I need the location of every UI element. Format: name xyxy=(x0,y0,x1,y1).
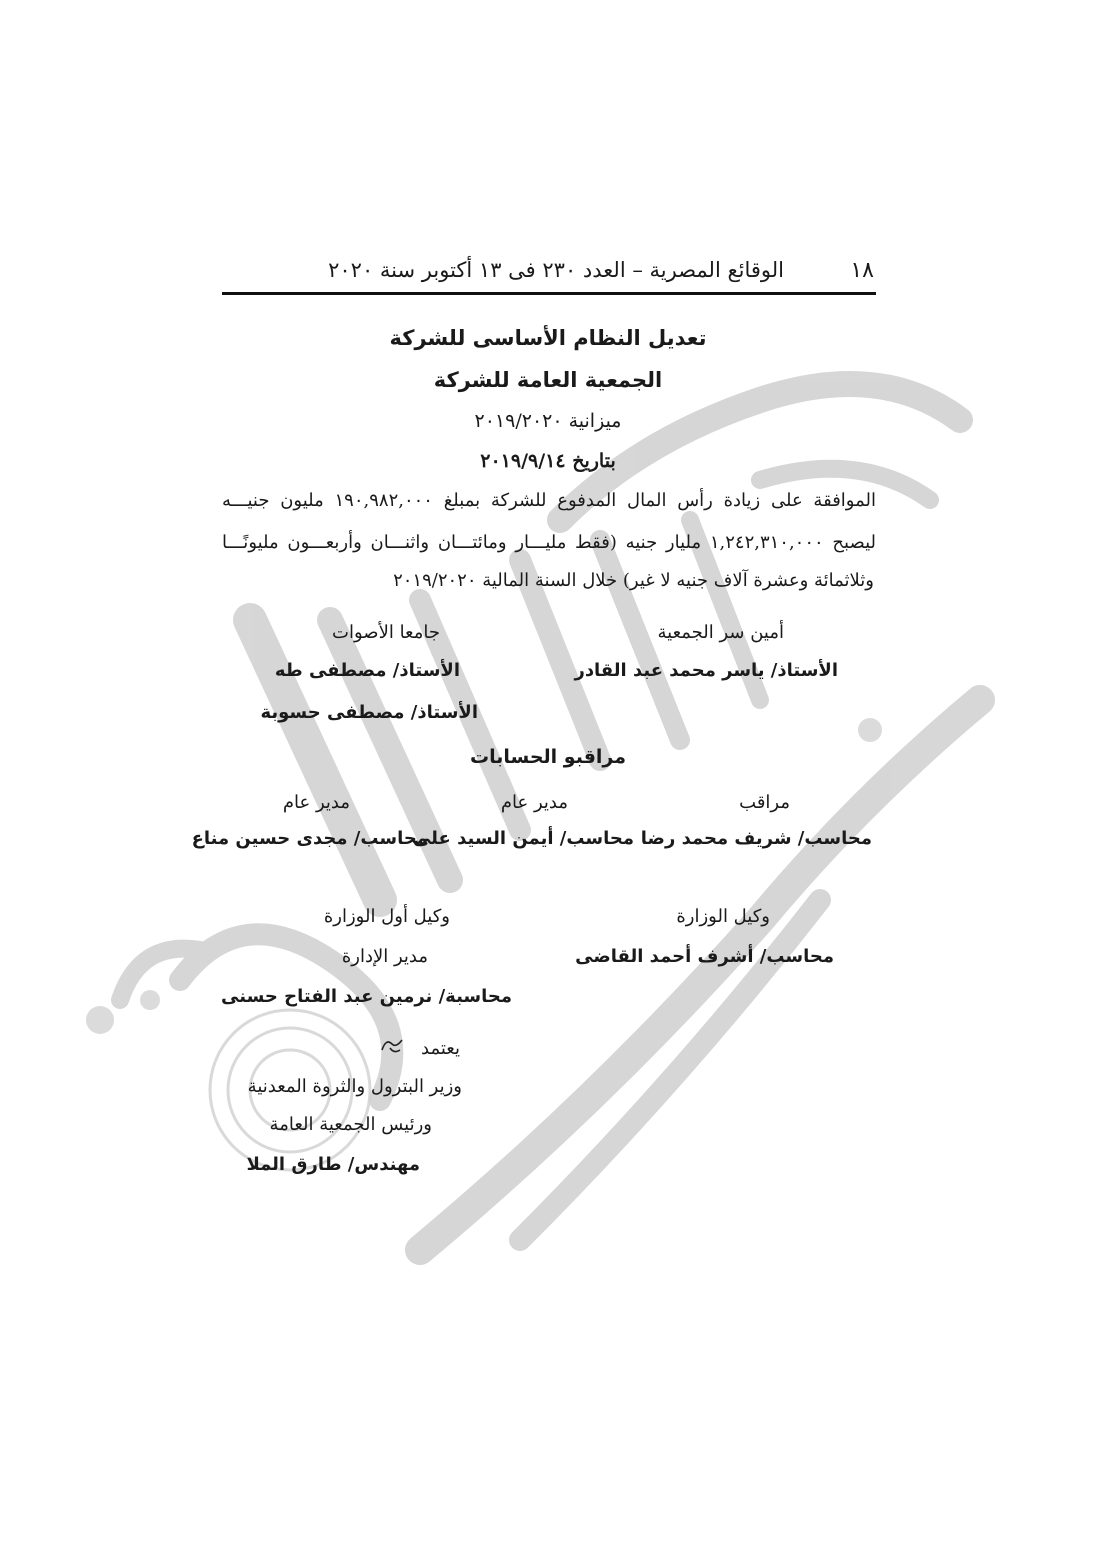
running-title: الوقائع المصرية – العدد ٢٣٠ فى ١٣ أكتوبر سنة ٢٠٢٠ xyxy=(328,258,784,282)
document-title: تعديل النظام الأساسى للشركة xyxy=(389,326,707,350)
auditors-heading: مراقبو الحسابات xyxy=(470,746,626,768)
first-undersecretary-label: وكيل أول الوزارة xyxy=(323,906,450,927)
auditor-role-3: مدير عام xyxy=(282,792,350,813)
secretary-name: الأستاذ/ ياسر محمد عبد القادر xyxy=(574,660,838,681)
auditor-name-3: محاسب/ مجدى حسين مناع xyxy=(191,828,428,849)
body-line-1: الموافقة على زيادة رأس المال المدفوع للشركة بمبلغ ١٩٠,٩٨٢,٠٠٠ مليون جنيـــه xyxy=(222,490,876,511)
auditor-role-2: مدير عام xyxy=(500,792,568,813)
secretary-label: أمين سر الجمعية xyxy=(657,622,784,643)
header-divider xyxy=(222,292,876,295)
assembly-chair-title: ورئيس الجمعية العامة xyxy=(269,1114,432,1135)
page-number: ١٨ xyxy=(850,258,874,283)
minister-name: مهندس/ طارق الملا xyxy=(246,1154,420,1175)
budget-line: ميزانية ٢٠١٩/٢٠٢٠ xyxy=(474,410,622,432)
auditor-name-1: محاسب/ شريف محمد رضا xyxy=(640,828,872,849)
body-line-2: ليصبح ١,٢٤٢,٣١٠,٠٠٠ مليار جنيه (فقط مليـــار ومائتـــان واثنـــان وأربعـــون مليونًـــا xyxy=(222,532,876,553)
vote-collector-1: الأستاذ/ مصطفى طه xyxy=(274,660,460,681)
vote-collectors-label: جامعا الأصوات xyxy=(332,622,440,643)
undersecretary-name: محاسب/ أشرف أحمد القاضى xyxy=(575,946,834,967)
initials-signature-icon xyxy=(380,1036,406,1056)
auditor-name-2: محاسب/ أيمن السيد على xyxy=(412,828,634,849)
admin-director-label: مدير الإدارة xyxy=(341,946,428,967)
assembly-title: الجمعية العامة للشركة xyxy=(433,368,663,392)
body-line-3: وثلاثمائة وعشرة آلاف جنيه لا غير) خلال السنة المالية ٢٠١٩/٢٠٢٠ xyxy=(393,570,874,591)
first-undersecretary-name: محاسبة/ نرمين عبد الفتاح حسنى xyxy=(221,986,512,1007)
auditor-role-1: مراقب xyxy=(739,792,790,813)
minister-title: وزير البترول والثروة المعدنية xyxy=(247,1076,462,1097)
date-line: بتاريخ ٢٠١٩/٩/١٤ xyxy=(480,450,616,472)
undersecretary-label: وكيل الوزارة xyxy=(676,906,770,927)
approve-label: يعتمد xyxy=(421,1038,460,1059)
vote-collector-2: الأستاذ/ مصطفى حسوبة xyxy=(260,702,478,723)
